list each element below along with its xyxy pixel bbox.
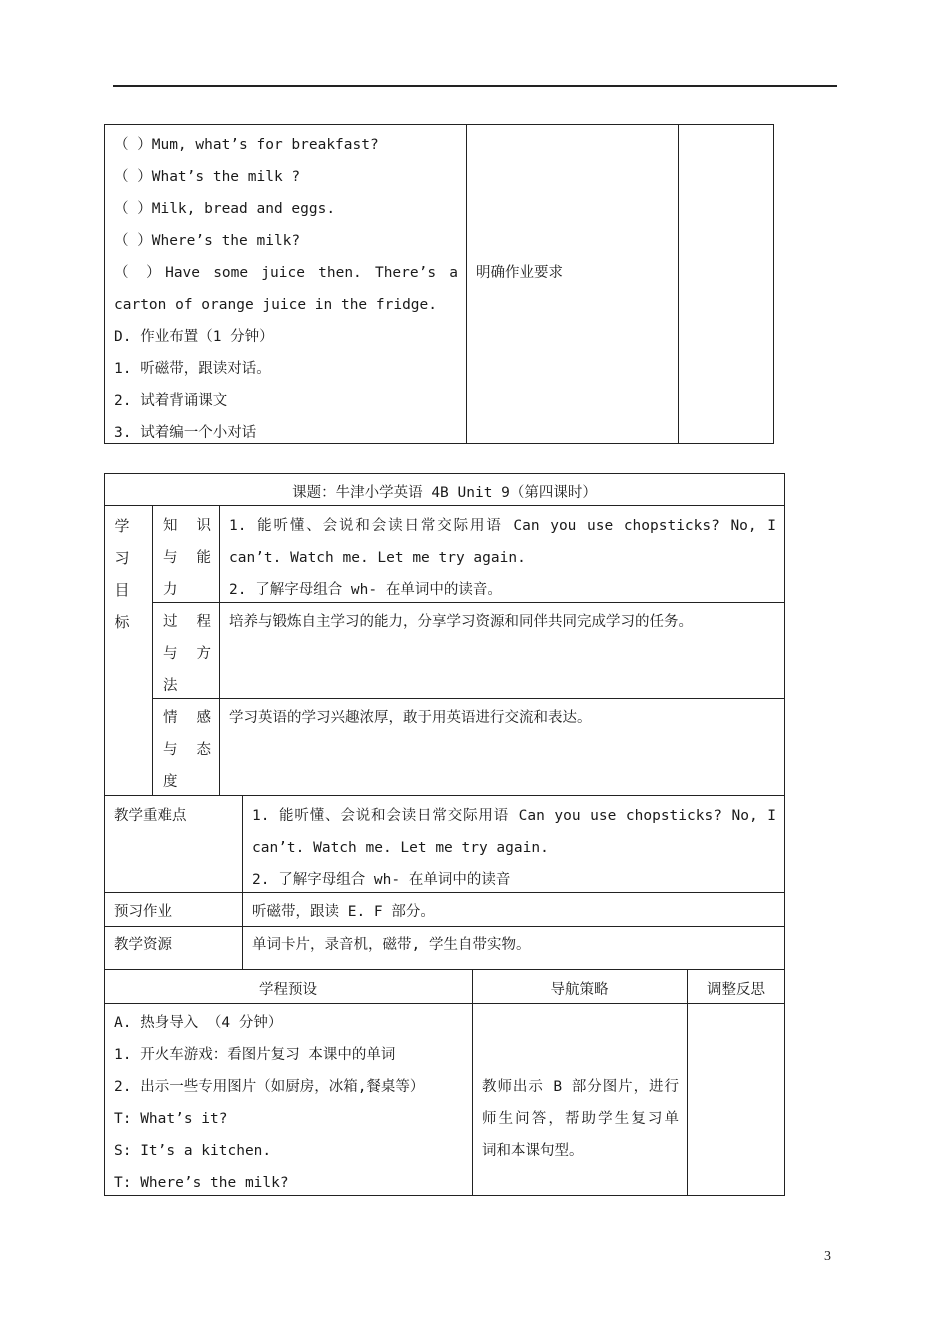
goals-label-char: 标 bbox=[114, 613, 130, 631]
table1-line: （ ）Milk, bread and eggs. bbox=[114, 201, 336, 217]
table1-line: （ ）What’s the milk ? bbox=[114, 169, 301, 185]
process-label: 过 程 bbox=[163, 614, 211, 630]
preview-label: 预习作业 bbox=[114, 904, 172, 920]
strategy-line: 师生问答，帮助学生复习单 bbox=[482, 1111, 679, 1127]
knowledge-line: 1. 能听懂、会说和会读日常交际用语 Can you use chopsticks? No, I bbox=[229, 518, 776, 534]
key-points-label: 教学重难点 bbox=[114, 808, 187, 824]
table1-line: 3. 试着编一个小对话 bbox=[114, 425, 257, 441]
page-number: 3 bbox=[824, 1249, 831, 1264]
key-points-line: 2. 了解字母组合 wh- 在单词中的读音 bbox=[252, 872, 511, 888]
table1-line: D. 作业布置（1 分钟） bbox=[114, 329, 274, 345]
knowledge-label: 知 识 bbox=[163, 518, 211, 534]
emotion-label: 情 感 bbox=[163, 710, 211, 726]
goals-label-char: 学 bbox=[114, 517, 130, 535]
strategy-line: 教师出示 B 部分图片，进行 bbox=[482, 1079, 679, 1095]
process-label: 法 bbox=[163, 678, 178, 694]
process-line: 2. 出示一些专用图片（如厨房，冰箱,餐桌等） bbox=[114, 1079, 425, 1095]
process-label: 与 方 bbox=[163, 646, 211, 662]
column-header: 学程预设 bbox=[259, 982, 317, 998]
knowledge-label: 与 能 bbox=[163, 550, 211, 566]
table1-line: 2. 试着背诵课文 bbox=[114, 393, 228, 409]
resources-label: 教学资源 bbox=[114, 937, 172, 953]
resources-text: 单词卡片，录音机，磁带, 学生自带实物。 bbox=[252, 937, 531, 953]
knowledge-line: can’t. Watch me. Let me try again. bbox=[229, 550, 526, 566]
column-header: 调整反思 bbox=[707, 982, 765, 998]
process-line: A. 热身导入 （4 分钟） bbox=[114, 1015, 283, 1031]
knowledge-line: 2. 了解字母组合 wh- 在单词中的读音。 bbox=[229, 582, 502, 598]
table1-line: carton of orange juice in the fridge. bbox=[114, 297, 438, 313]
knowledge-label: 力 bbox=[163, 582, 178, 598]
process-text: 培养与锻炼自主学习的能力，分享学习资源和同伴共同完成学习的任务。 bbox=[229, 614, 693, 630]
table1-line: （ ）Where’s the milk? bbox=[114, 233, 301, 249]
table1-line: （ ）Have some juice then. There’s a bbox=[114, 265, 458, 281]
process-line: S: It’s a kitchen. bbox=[114, 1143, 272, 1159]
emotion-text: 学习英语的学习兴趣浓厚，敢于用英语进行交流和表达。 bbox=[229, 710, 592, 726]
goals-label-char: 习 bbox=[114, 549, 130, 567]
strategy-line: 词和本课句型。 bbox=[482, 1143, 584, 1159]
process-line: T: What’s it? bbox=[114, 1111, 228, 1127]
lesson-title: 课题：牛津小学英语 4B Unit 9（第四课时） bbox=[292, 485, 597, 501]
key-points-line: 1. 能听懂、会说和会读日常交际用语 Can you use chopsticks? No, I bbox=[252, 808, 776, 824]
header-rule bbox=[113, 85, 837, 87]
emotion-label: 与 态 bbox=[163, 742, 211, 758]
emotion-label: 度 bbox=[163, 774, 178, 790]
key-points-line: can’t. Watch me. Let me try again. bbox=[252, 840, 549, 856]
process-line: 1. 开火车游戏：看图片复习 本课中的单词 bbox=[114, 1047, 396, 1063]
goals-label-char: 目 bbox=[114, 581, 130, 599]
process-line: T: Where’s the milk? bbox=[114, 1175, 289, 1191]
column-header: 导航策略 bbox=[550, 982, 609, 998]
preview-text: 听磁带，跟读 E. F 部分。 bbox=[252, 904, 435, 920]
table1-line: 1. 听磁带，跟读对话。 bbox=[114, 361, 271, 377]
table1-strategy: 明确作业要求 bbox=[476, 265, 563, 281]
table1-line: （ ）Mum, what’s for breakfast? bbox=[114, 137, 379, 153]
